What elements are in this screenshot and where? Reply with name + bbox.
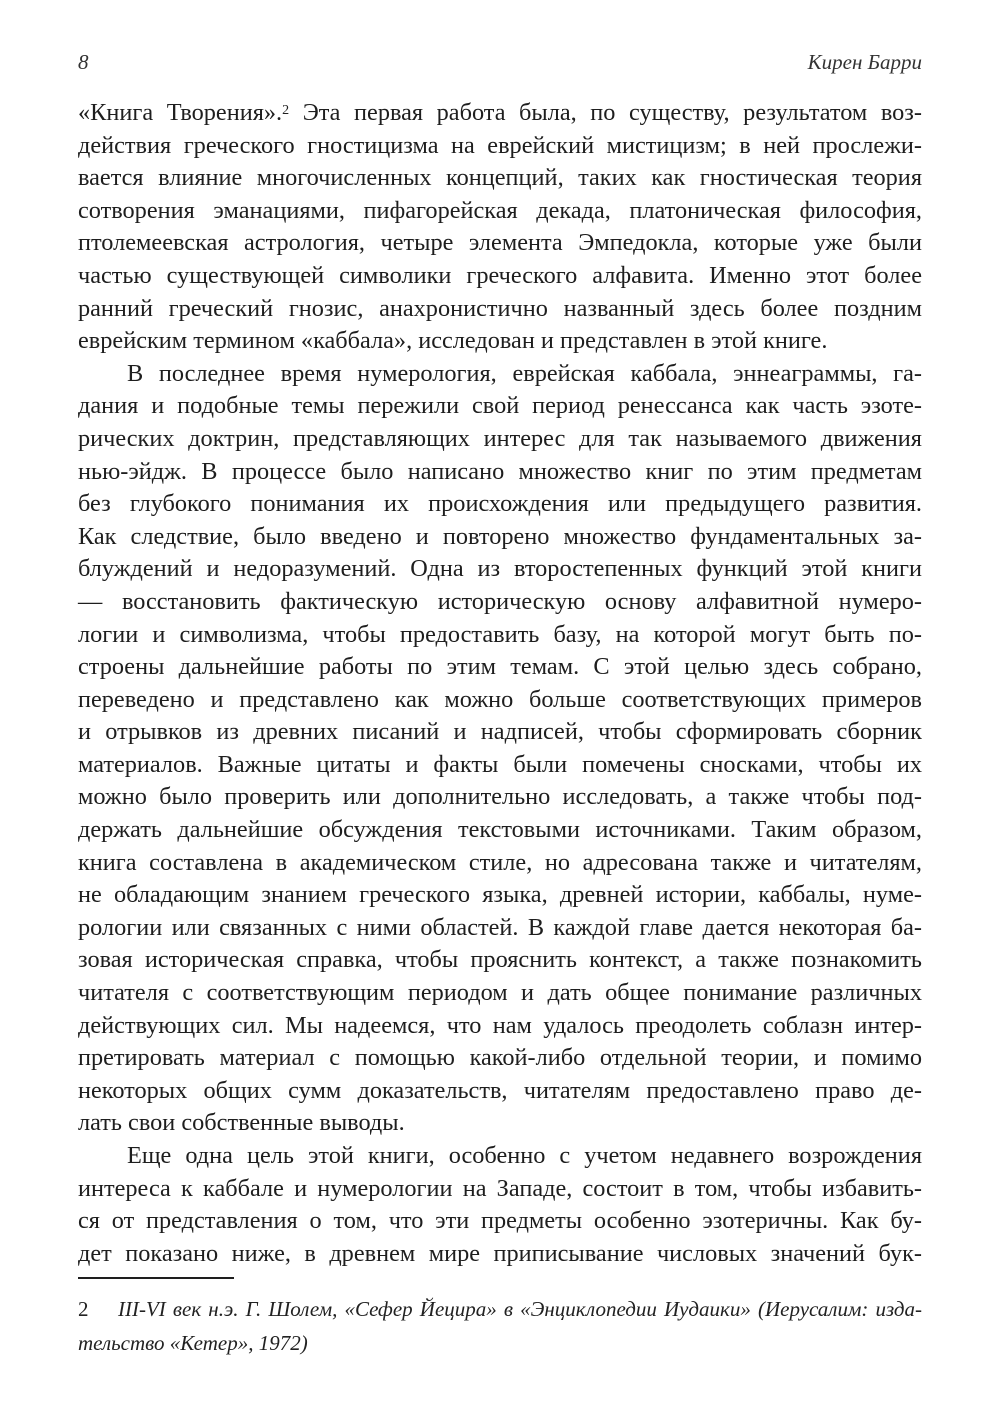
footnote-text: III-VI век н.э. Г. Шолем, «Сефер Йецира» в «Энциклопедии Иудаики» (Иерусалим: изда- xyxy=(118,1297,922,1321)
footnote-ref[interactable]: 2 xyxy=(282,103,290,118)
text-line: лать свои собственные выводы. xyxy=(78,1109,405,1137)
text-line: еврейским термином «каббала», исследован и представлен в этой книге. xyxy=(78,327,828,355)
paragraph-2 xyxy=(78,358,922,1140)
text-fragment: «Книга Творения». xyxy=(78,99,283,126)
footnote xyxy=(78,1292,922,1360)
text-line: книга составлена в академическом стиле, но адресована также и читателям, xyxy=(78,848,922,876)
page-number: 8 xyxy=(78,50,89,74)
text-line xyxy=(78,97,922,130)
text-line: дет показано ниже, в древнем мире приписывание числовых значений бук- xyxy=(78,1239,922,1267)
text-line: читателя с соответствующим периодом и дать общее понимание различных xyxy=(78,979,922,1007)
text-line: В последнее время нумерология, еврейская каббала, эннеаграммы, га- xyxy=(127,359,922,387)
text-line: держать дальнейшие обсуждения текстовыми источниками. Таким образом, xyxy=(78,816,922,844)
footnote-line xyxy=(78,1292,922,1326)
text-line: материалов. Важные цитаты и факты были помечены сносками, чтобы их xyxy=(78,750,922,778)
text-line: можно было проверить или дополнительно исследовать, а также чтобы под- xyxy=(78,783,922,811)
text-line: зовая историческая справка, чтобы прояснить контекст, а также познакомить xyxy=(78,946,922,974)
footnote-line: тельство «Кетер», 1972) xyxy=(78,1331,308,1355)
text-line: ранний греческий гнозис, анахронистично названный здесь более поздним xyxy=(78,294,922,322)
paragraph-3 xyxy=(78,1140,922,1270)
text-line: без глубокого понимания их происхождения или предыдущего развития. xyxy=(78,490,922,518)
text-line: нью-эйдж. В процессе было написано множество книг по этим предметам xyxy=(78,457,922,485)
running-header-author: Кирен Барри xyxy=(807,50,922,74)
text-line: действия греческого гностицизма на еврейский мистицизм; в ней прослежи- xyxy=(78,131,922,159)
footnote-number: 2 xyxy=(78,1297,89,1321)
text-line: птолемеевская астрология, четыре элемента Эмпедокла, которые уже были xyxy=(78,229,922,257)
text-line: не обладающим знанием греческого языка, древней истории, каббалы, нуме- xyxy=(78,881,922,909)
text-line: дания и подобные темы пережили свой период ренессанса как часть эзоте- xyxy=(78,392,922,420)
text-line: вается влияние многочисленных концепций, таких как гностическая теория xyxy=(78,164,922,192)
text-line: — восстановить фактическую историческую основу алфавитной нумеро- xyxy=(78,587,922,615)
text-line: блуждений и недоразумений. Одна из второстепенных функций этой книги xyxy=(78,555,922,583)
text-line: переведено и представлено как можно больше соответствующих примеров xyxy=(78,685,922,713)
text-line: ся от представления о том, что эти предметы особенно эзотеричны. Как бу- xyxy=(78,1207,922,1235)
text-line: строены дальнейшие работы по этим темам. С этой целью здесь собрано, xyxy=(78,653,922,681)
text-line: Как следствие, было введено и повторено множество фундаментальных за- xyxy=(78,522,922,550)
text-line: действующих сил. Мы надеемся, что нам удалось преодолеть соблазн интер- xyxy=(78,1011,922,1039)
text-line: рологии или связанных с ними областей. В каждой главе дается некоторая ба- xyxy=(78,913,922,941)
text-line: интереса к каббале и нумерологии на Западе, состоит в том, чтобы избавить- xyxy=(78,1174,922,1202)
text-line: частью существующей символики греческого алфавита. Именно этот более xyxy=(78,261,922,289)
footnote-divider xyxy=(78,1277,234,1279)
text-line: претировать материал с помощью какой-либо отдельной теории, и помимо xyxy=(78,1044,922,1072)
text-line: сотворения эманациями, пифагорейская декада, платоническая философия, xyxy=(78,196,922,224)
running-header xyxy=(78,50,922,76)
text-fragment: Эта первая работа была, по существу, результатом воз- xyxy=(289,99,922,126)
text-line: рических доктрин, представляющих интерес для так называемого движения xyxy=(78,424,922,452)
text-line: Еще одна цель этой книги, особенно с учетом недавнего возрождения xyxy=(127,1142,922,1169)
main-text xyxy=(78,97,922,1270)
text-line: логии и символизма, чтобы предоставить базу, на которой могут быть по- xyxy=(78,620,922,648)
text-line: некоторых общих сумм доказательств, читателям предоставлено право де- xyxy=(78,1076,922,1104)
text-line: и отрывков из древних писаний и надписей, чтобы сформировать сборник xyxy=(78,718,922,746)
paragraph-1 xyxy=(78,97,922,358)
